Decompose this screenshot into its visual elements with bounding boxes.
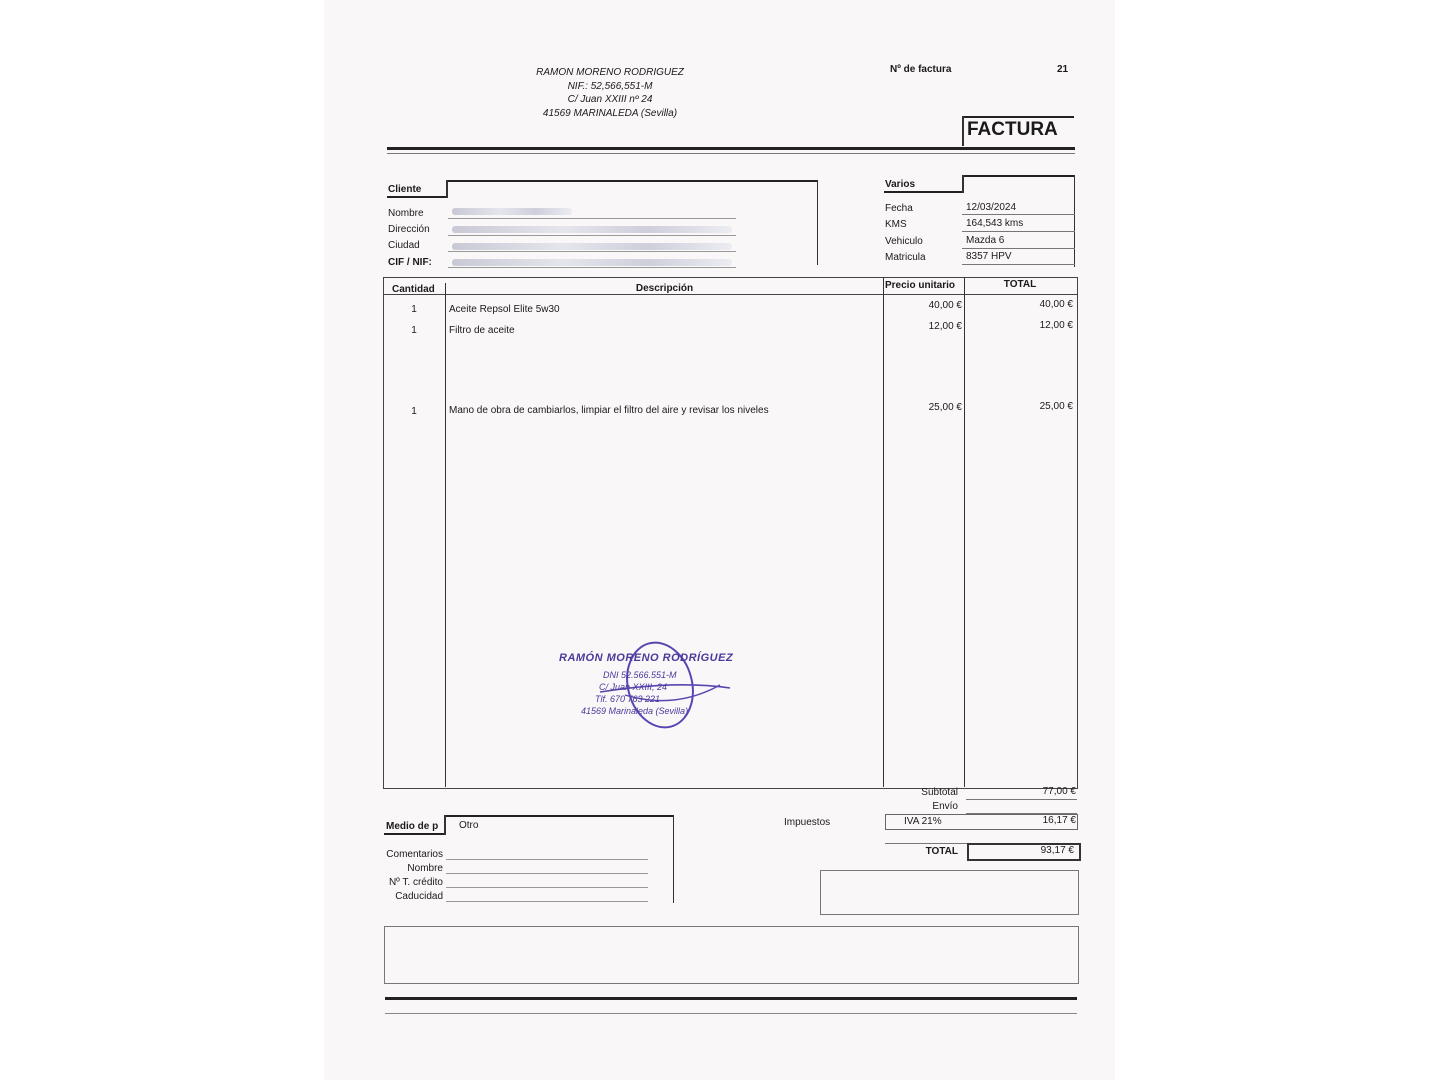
payment-header-underline (384, 833, 446, 835)
client-box-right (817, 180, 818, 265)
row-1-desc: Aceite Repsol Elite 5w30 (449, 304, 560, 315)
row-1-total: 40,00 € (1039, 299, 1073, 310)
varios-label-matricula: Matricula (885, 252, 926, 263)
payment-field-line (446, 901, 648, 902)
payment-box-left (444, 815, 446, 835)
payment-field-caducidad: Caducidad (395, 891, 443, 902)
redacted-cif (452, 259, 732, 266)
invoice-number: 21 (1057, 64, 1069, 75)
items-header-rule (383, 294, 1077, 295)
issuer-address: C/ Juan XXIII nº 24 (567, 94, 653, 105)
header-cantidad: Cantidad (392, 284, 435, 295)
row-3-unit: 25,00 € (928, 402, 962, 413)
payment-field-comentarios: Comentarios (386, 849, 443, 860)
client-box-top (446, 180, 818, 182)
total-label: TOTAL (925, 846, 958, 857)
company-stamp (555, 640, 755, 735)
varios-label-vehiculo: Vehiculo (885, 236, 923, 247)
client-header: Cliente (388, 184, 422, 195)
varios-row-line (962, 248, 1075, 249)
header-rule-thin (387, 153, 1075, 154)
redacted-address (452, 226, 732, 233)
header-descripcion: Descripción (635, 283, 694, 294)
row-3-qty: 1 (411, 406, 417, 417)
col-divider-unit (964, 277, 965, 787)
header-total: TOTAL (1003, 279, 1037, 290)
footer-rule (385, 997, 1077, 1000)
varios-box-left (962, 175, 964, 193)
row-3-desc: Mano de obra de cambiarlos, limpiar el filtro del aire y revisar los niveles (449, 405, 769, 416)
subtotal-label: Subtotal (921, 787, 958, 798)
client-cif-line (448, 267, 736, 268)
stamp-line-5: 41569 Marinaleda (Sevilla) (581, 706, 689, 716)
client-box-left (446, 180, 448, 198)
varios-box-right (1074, 175, 1075, 267)
client-name-line (448, 218, 736, 219)
client-field-ciudad: Ciudad (388, 240, 420, 251)
client-header-underline (387, 196, 447, 198)
client-field-cif: CIF / NIF: (388, 257, 432, 268)
issuer-name: RAMON MORENO RODRIGUEZ (536, 67, 684, 78)
header-rule (387, 147, 1075, 150)
row-3-total: 25,00 € (1039, 401, 1073, 412)
row-2-qty: 1 (411, 325, 417, 336)
payment-field-line (446, 887, 648, 888)
redacted-city (452, 243, 732, 250)
varios-header-underline (884, 191, 964, 193)
varios-box-top (962, 175, 1075, 177)
varios-value-matricula: 8357 HPV (966, 251, 1012, 262)
row-1-unit: 40,00 € (928, 300, 962, 311)
title-top-rule (962, 116, 1074, 118)
client-field-nombre: Nombre (388, 208, 424, 219)
stamp-line-2: DNI 52.566.551-M (603, 670, 677, 680)
payment-box-right (673, 815, 674, 903)
payment-field-line (446, 873, 648, 874)
varios-row-line (962, 214, 1075, 215)
stamp-line-4: Tlf. 670 763 221 (595, 694, 661, 704)
notes-box-right (820, 870, 1079, 915)
varios-label-kms: KMS (885, 219, 907, 230)
envio-label: Envío (932, 801, 958, 812)
invoice-number-label: Nº de factura (890, 64, 952, 75)
varios-value-fecha: 12/03/2024 (966, 202, 1017, 213)
title-left-rule (962, 116, 964, 146)
footer-rule-thin (385, 1013, 1077, 1014)
payment-field-nombre: Nombre (407, 863, 443, 874)
invoice-title: FACTURA (967, 119, 1058, 140)
issuer-nif: NIF.: 52,566,551-M (567, 80, 653, 92)
payment-header: Medio de p (386, 821, 439, 832)
payment-field-line (446, 859, 648, 860)
client-city-line (448, 251, 736, 252)
varios-row-line (962, 231, 1075, 232)
col-divider-desc (883, 277, 884, 787)
issuer-block (490, 66, 730, 120)
issuer-city: 41569 MARINALEDA (Sevilla) (542, 107, 678, 119)
redacted-name (452, 208, 572, 215)
client-field-direccion: Dirección (388, 224, 430, 235)
client-address-line (448, 235, 736, 236)
payment-value: Otro (459, 820, 479, 831)
stamp-line-1: RAMÓN MORENO RODRÍGUEZ (559, 652, 734, 664)
varios-header: Varios (885, 179, 916, 190)
varios-label-fecha: Fecha (885, 203, 913, 214)
totals-row-line (966, 799, 1077, 800)
varios-value-vehiculo: Mazda 6 (966, 235, 1005, 246)
row-2-unit: 12,00 € (928, 321, 962, 332)
col-divider-qty (445, 283, 446, 787)
varios-value-kms: 164,543 kms (966, 218, 1024, 229)
iva-label: IVA 21% (904, 816, 942, 827)
iva-value: 16,17 € (1042, 815, 1076, 826)
row-2-desc: Filtro de aceite (449, 325, 515, 336)
total-value: 93,17 € (1040, 845, 1074, 856)
subtotal-value: 77,00 € (1042, 786, 1076, 797)
impuestos-label: Impuestos (784, 817, 831, 828)
stamp-line-3: C/ Juan XXIII, 24 (599, 682, 668, 692)
notes-box-bottom (384, 926, 1079, 984)
header-precio-unitario: Precio unitario (885, 280, 956, 291)
row-1-qty: 1 (411, 304, 417, 315)
payment-field-tarjeta: Nº T. crédito (388, 877, 443, 888)
row-2-total: 12,00 € (1039, 320, 1073, 331)
varios-row-line (962, 264, 1075, 265)
payment-box-top (444, 815, 674, 817)
